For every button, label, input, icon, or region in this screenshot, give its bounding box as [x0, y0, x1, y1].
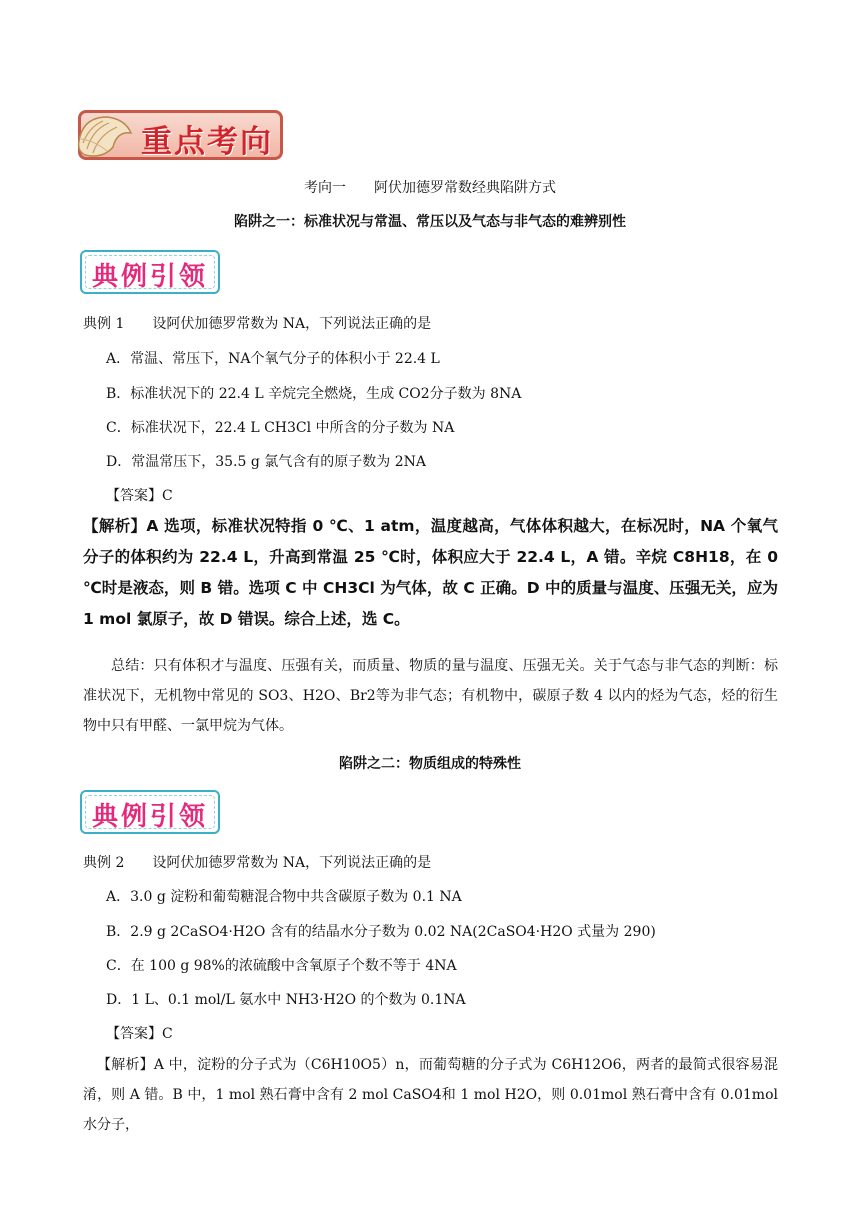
- example-1-option-a: A．常温、常压下，NA个氧气分子的体积小于 22.4 L: [106, 351, 440, 367]
- example-2-option-d: D．1 L、0.1 mol/L 氨水中 NH3·H2O 的个数为 0.1NA: [106, 992, 466, 1008]
- seashell-icon: [73, 111, 137, 163]
- key-points-banner: [78, 110, 283, 160]
- example-banner-label: 典例引领: [92, 262, 209, 292]
- example-1-summary: 总结：只有体积才与温度、压强有关，而质量、物质的量与温度、压强无关。关于气态与非气态的判断：标准状况下，无机物中常见的 SO3、H2O、Br2等为非气态；有机物中，碳原子数 4 以内的烃为气态，烃的衍生物中只有甲醛、一氯甲烷为气体。: [83, 658, 778, 734]
- example-2-option-b: B．2.9 g 2CaSO4·H2O 含有的结晶水分子数为 0.02 NA(2CaSO4·H2O 式量为 290): [106, 924, 656, 940]
- example-banner-2: [80, 790, 220, 834]
- example-banner-1: [80, 250, 220, 294]
- analysis-text: A 选项，标准状况特指 0 ℃、1 atm，温度越高，气体体积越大，在标况时，NA 个氧气分子的体积约为 22.4 L，升高到常温 25 ℃时，体积应大于 22.4 L，A 错。辛烷 C8H18，在 0 ℃时是液态，则 B 错。选项 C 中 CH3Cl 为气体，故 C 正确。D 中的质量与温度、压强无关，应为 1 mol 氯原子，故 D 错误。综合上述，选 C。: [83, 517, 778, 628]
- example-1-answer: 【答案】C: [106, 488, 173, 504]
- example-1-option-b: B．标准状况下的 22.4 L 辛烷完全燃烧，生成 CO2分子数为 8NA: [106, 386, 522, 402]
- example-2-option-c: C．在 100 g 98%的浓硫酸中含氧原子个数不等于 4NA: [106, 958, 457, 974]
- example-1-question: 典例 1 设阿伏加德罗常数为 NA，下列说法正确的是: [83, 316, 432, 332]
- example-2-analysis: 【解析】A 中，淀粉的分子式为（C6H10O5）n，而葡萄糖的分子式为 C6H12O6，两者的最简式很容易混淆，则 A 错。B 中，1 mol 熟石膏中含有 2 mol CaSO4和 1 mol H2O，则 0.01mol 熟石膏中含有 0.01mol 水分子，: [83, 1057, 778, 1133]
- example-1-option-d: D．常温常压下，35.5 g 氯气含有的原子数为 2NA: [106, 454, 426, 470]
- example-2-answer: 【答案】C: [106, 1026, 173, 1042]
- trap-one-title: 陷阱之一：标准状况与常温、常压以及气态与非气态的难辨别性: [234, 214, 626, 230]
- section-title: 考向一 阿伏加德罗常数经典陷阱方式: [304, 180, 556, 196]
- banner-title: 重点考向: [141, 124, 273, 160]
- example-banner-label: 典例引领: [92, 802, 209, 832]
- trap-two-title: 陷阱之二：物质组成的特殊性: [339, 756, 521, 772]
- example-2-question: 典例 2 设阿伏加德罗常数为 NA，下列说法正确的是: [83, 855, 432, 871]
- example-2-option-a: A．3.0 g 淀粉和葡萄糖混合物中共含碳原子数为 0.1 NA: [106, 889, 462, 905]
- example-1-analysis: [83, 511, 778, 635]
- example-1-option-c: C．标准状况下，22.4 L CH3Cl 中所含的分子数为 NA: [106, 420, 455, 436]
- analysis-label: 【解析】: [83, 517, 147, 535]
